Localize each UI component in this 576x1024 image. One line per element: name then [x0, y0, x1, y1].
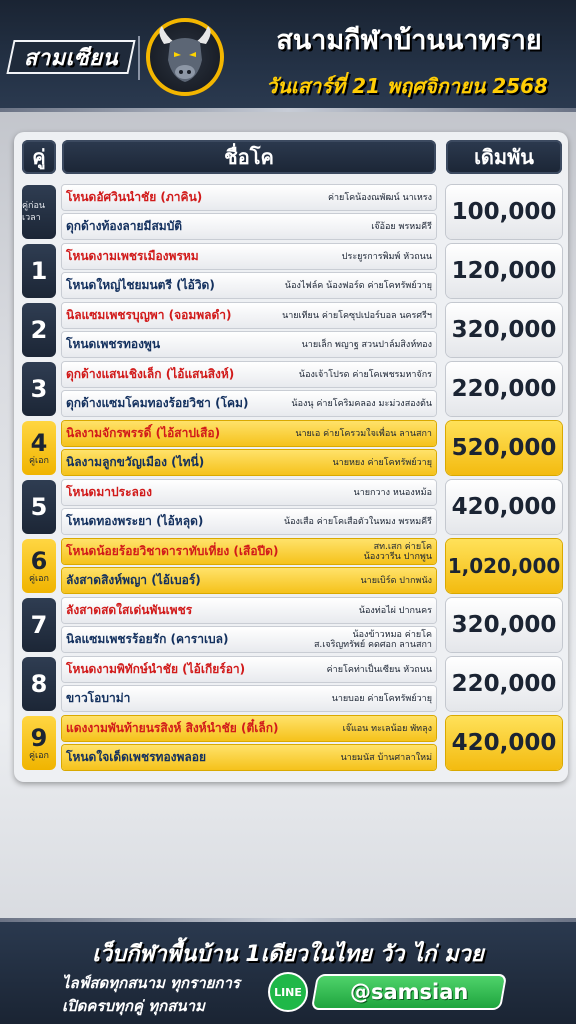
fighter-entry	[62, 509, 436, 534]
match-row	[22, 480, 562, 534]
column-header-pair: คู่	[22, 140, 56, 174]
fighter-camp-line: ประยูรการพิมพ์ หัวถนน	[341, 251, 432, 262]
match-number	[22, 480, 56, 534]
fighter-camp-line: นายมนัส บ้านศาลาใหม่	[340, 752, 432, 763]
event-date: วันเสาร์ที่ 21 พฤศจิกายน 2568	[266, 74, 548, 98]
match-number-label: คู่เอก	[29, 573, 49, 584]
match-row	[22, 303, 562, 357]
bet-amount: 1,020,000	[446, 539, 562, 593]
fighter-pair	[62, 244, 436, 298]
fighter-camp	[342, 252, 432, 262]
match-row	[22, 362, 562, 416]
fighter-name: นิลงามลูกขวัญเมือง (ไทนี่)	[66, 455, 205, 469]
logo-divider	[138, 36, 140, 80]
fighter-name: ลังสาดสดใสเด่นพันเพชร	[66, 603, 193, 617]
bet-amount: 220,000	[446, 362, 562, 416]
fighter-camp-line: นายกวาง หนองหม้อ	[353, 487, 432, 498]
fighter-entry	[62, 686, 436, 711]
fighter-name: โหนดเพชรทองพูน	[66, 337, 161, 351]
fighter-entry	[62, 332, 436, 357]
bet-amount: 420,000	[446, 480, 562, 534]
column-header-bet: เดิมพัน	[446, 140, 562, 174]
fighter-pair	[62, 598, 436, 652]
match-number	[22, 362, 56, 416]
bet-amount: 320,000	[446, 303, 562, 357]
fighter-entry	[62, 745, 436, 770]
column-header-name: ชื่อโค	[62, 140, 436, 174]
fighter-name: โหนดงามเพชรเมืองพรหม	[66, 249, 199, 263]
match-row	[22, 716, 562, 770]
match-number-label: คู่ก่อน เวลา	[22, 201, 46, 223]
match-number-label: คู่เอก	[29, 750, 49, 761]
fighter-camp	[364, 542, 432, 562]
fighter-pair	[62, 539, 436, 593]
fighter-entry	[62, 598, 436, 623]
fighter-entry	[62, 480, 436, 505]
fighter-camp	[284, 517, 432, 527]
fighter-entry	[62, 450, 436, 475]
fighter-entry	[62, 185, 436, 210]
fighter-camp	[299, 370, 432, 380]
fighter-entry	[62, 657, 436, 682]
match-number	[22, 421, 56, 475]
fighter-name: นิลงามจักรพรรดิ์ (ไอ้สาปเสือ)	[66, 426, 221, 440]
match-number-value: 7	[30, 611, 48, 639]
fighter-pair	[62, 480, 436, 534]
brand-name: สามเซียน	[23, 45, 119, 71]
match-number-label: คู่เอก	[29, 455, 49, 466]
match-row	[22, 598, 562, 652]
fighter-camp	[327, 665, 432, 675]
bet-amount: 520,000	[446, 421, 562, 475]
fighter-name: โหนดงามพิทักษ์นำชัย (ไอ้เกียร์อา)	[66, 662, 246, 676]
match-number-value: 2	[30, 316, 48, 344]
fighter-entry	[62, 391, 436, 416]
fighter-pair	[62, 185, 436, 239]
match-row	[22, 539, 562, 593]
fighter-name: นิลแซมเพชรร้อยรัก (คาราเบล)	[66, 632, 229, 646]
fighter-entry	[62, 539, 436, 564]
fighter-camp-line: ส.เจริญทรัพย์ คดศอก ลานสกา	[313, 639, 432, 650]
fighter-camp	[282, 311, 432, 321]
fighter-camp	[291, 399, 432, 409]
match-number	[22, 185, 56, 239]
fighter-name: โหนดมาประลอง	[66, 485, 152, 499]
line-id-label: @samsian	[349, 980, 469, 1004]
fighter-camp-line: เจ๊อ้อย พรหมคีรี	[371, 221, 432, 232]
match-row	[22, 185, 562, 239]
fighter-entry	[62, 214, 436, 239]
fighter-pair	[62, 362, 436, 416]
fighter-camp-line: ค่ายโคน้องณพัฒน์ นาเหรง	[327, 192, 432, 203]
fighter-pair	[62, 657, 436, 711]
fighter-pair	[62, 716, 436, 770]
fighter-entry	[62, 568, 436, 593]
fighter-camp-line: นายหยง ค่ายโคทรัพย์วายุ	[332, 457, 432, 468]
fighter-camp	[343, 724, 432, 734]
fighter-camp-line: น้องเสือ ค่ายโคเสือตัวในหมง พรหมคีรี	[283, 516, 432, 527]
fighter-name: นิลแซมเพชรบุญพา (จอมพลดำ)	[66, 308, 232, 322]
match-number	[22, 303, 56, 357]
fighter-entry	[62, 421, 436, 446]
fighter-camp-line: นายเทียน ค่ายโคซุปเปอร์บอล นครศรีฯ	[282, 310, 432, 321]
match-number-value: 6	[30, 546, 48, 575]
fighter-pair	[62, 421, 436, 475]
bet-amount: 320,000	[446, 598, 562, 652]
match-number-value: 8	[30, 670, 48, 698]
fighter-camp	[328, 193, 432, 203]
line-id-button[interactable]	[311, 974, 507, 1010]
match-number-value: 1	[30, 257, 48, 285]
fighter-camp	[295, 429, 432, 439]
fighter-name: ดุกด้างท้องลายมีสมบัติ	[66, 219, 183, 233]
match-number	[22, 657, 56, 711]
fighter-camp-line: เจ๊แอน ทะเลน้อย พัทลุง	[342, 723, 432, 734]
match-number	[22, 598, 56, 652]
fighter-pair	[62, 303, 436, 357]
fighter-camp	[359, 606, 432, 616]
footer-line-2: เปิดครบทุกคู่ ทุกสนาม	[62, 997, 205, 1015]
match-row	[22, 421, 562, 475]
fighter-name: แดงงามพันท้ายนรสิงห์ สิงห์นำชัย (ตี๋เล็ก)	[66, 721, 279, 735]
line-app-icon[interactable]: LINE	[268, 972, 308, 1012]
fighter-name: ดุกด้างแซมโคมทองร้อยวิชา (โคม)	[66, 396, 249, 410]
match-number-value: 9	[30, 723, 48, 752]
bet-amount: 100,000	[446, 185, 562, 239]
fighter-camp-line: น้องนุ ค่ายโคริมคลอง มะม่วงสองต้น	[291, 398, 432, 409]
fighter-name: ดุกด้างแสนเชิงเล็ก (ไอ้แสนสิงห์)	[66, 367, 235, 381]
fighter-camp	[302, 340, 432, 350]
fighter-camp	[360, 576, 432, 586]
fighter-entry	[62, 273, 436, 298]
footer-line-1: ไลฟ์สดทุกสนาม ทุกรายการ	[62, 974, 240, 992]
page-title: สนามกีฬาบ้านนาทราย	[276, 25, 542, 56]
match-number	[22, 244, 56, 298]
fighter-entry	[62, 362, 436, 387]
fighter-camp-line: น้องไฟล์ค น้องฟอร์ด ค่ายโคทรัพย์วายุ	[284, 280, 432, 291]
bull-head-icon	[150, 22, 220, 92]
fighter-camp	[285, 281, 432, 291]
fighter-name: โหนดอัศวินนำชัย (ภาคิน)	[66, 190, 203, 204]
fighter-camp	[341, 753, 432, 763]
bet-amount: 220,000	[446, 657, 562, 711]
footer-slogan: เว็บกีฬาพื้นบ้าน 1เดียวในไทย วัว ไก่ มวย	[92, 942, 484, 967]
match-number-value: 3	[30, 375, 48, 403]
header	[0, 0, 576, 112]
fighter-camp-line: นายเอ ค่ายโครวมใจเพื่อน ลานสกา	[295, 428, 432, 439]
fighter-camp	[314, 630, 432, 650]
fighter-camp-line: นายเล็ก พญาฐ สวนปาล์มสิงห์ทอง	[301, 339, 432, 350]
fighter-camp	[371, 222, 432, 232]
fighter-camp	[354, 488, 432, 498]
fighter-name: ขาวโอบาม่า	[66, 691, 131, 705]
fighter-entry	[62, 303, 436, 328]
fighter-camp	[333, 458, 433, 468]
fighter-entry	[62, 716, 436, 741]
bull-logo-icon	[146, 18, 224, 96]
fighter-camp-line: น้องวารีน ปากพูน	[363, 551, 432, 562]
fighter-name: โหนดน้อยร้อยวิชาดาราทับเที่ยง (เสือปีด)	[66, 544, 279, 558]
match-row	[22, 244, 562, 298]
fighter-name: โหนดใหญ่ไชยมนตรี (ไอ้วิด)	[66, 278, 215, 292]
fighter-entry	[62, 627, 436, 652]
match-number	[22, 716, 56, 770]
bet-amount: 120,000	[446, 244, 562, 298]
fighter-camp	[332, 694, 432, 704]
fighter-name: โหนดใจเด็ดเพชรทองพลอย	[66, 750, 207, 764]
bet-amount: 420,000	[446, 716, 562, 770]
match-row	[22, 657, 562, 711]
fighter-camp-line: นายบอย ค่ายโคทรัพย์วายุ	[331, 693, 432, 704]
match-number-value: 5	[30, 493, 48, 521]
fighter-camp-line: นายเบิร์ด ปากพนัง	[360, 575, 432, 586]
fighter-entry	[62, 244, 436, 269]
fighter-camp-line: น้องท่อไผ่ ปากนคร	[358, 605, 432, 616]
fighter-camp-line: น้องข้าวหมอ ค่ายโค	[352, 629, 432, 640]
fighter-name: โหนดทองพระยา (ไอ้หลุด)	[66, 514, 204, 528]
match-number-value: 4	[30, 428, 48, 457]
match-number	[22, 539, 56, 593]
fighter-name: ลังสาดสิงห์พญา (ไอ้เบอร์)	[66, 573, 201, 587]
fighter-camp-line: ค่ายโคท่าเป็นเซียน หัวถนน	[326, 664, 432, 675]
fighter-camp-line: สท.เสก ค่ายโค	[373, 541, 432, 552]
fighter-camp-line: น้องเจ้าโปรด ค่ายโคเพชรมหาจักร	[298, 369, 432, 380]
brand-logo	[6, 40, 135, 74]
